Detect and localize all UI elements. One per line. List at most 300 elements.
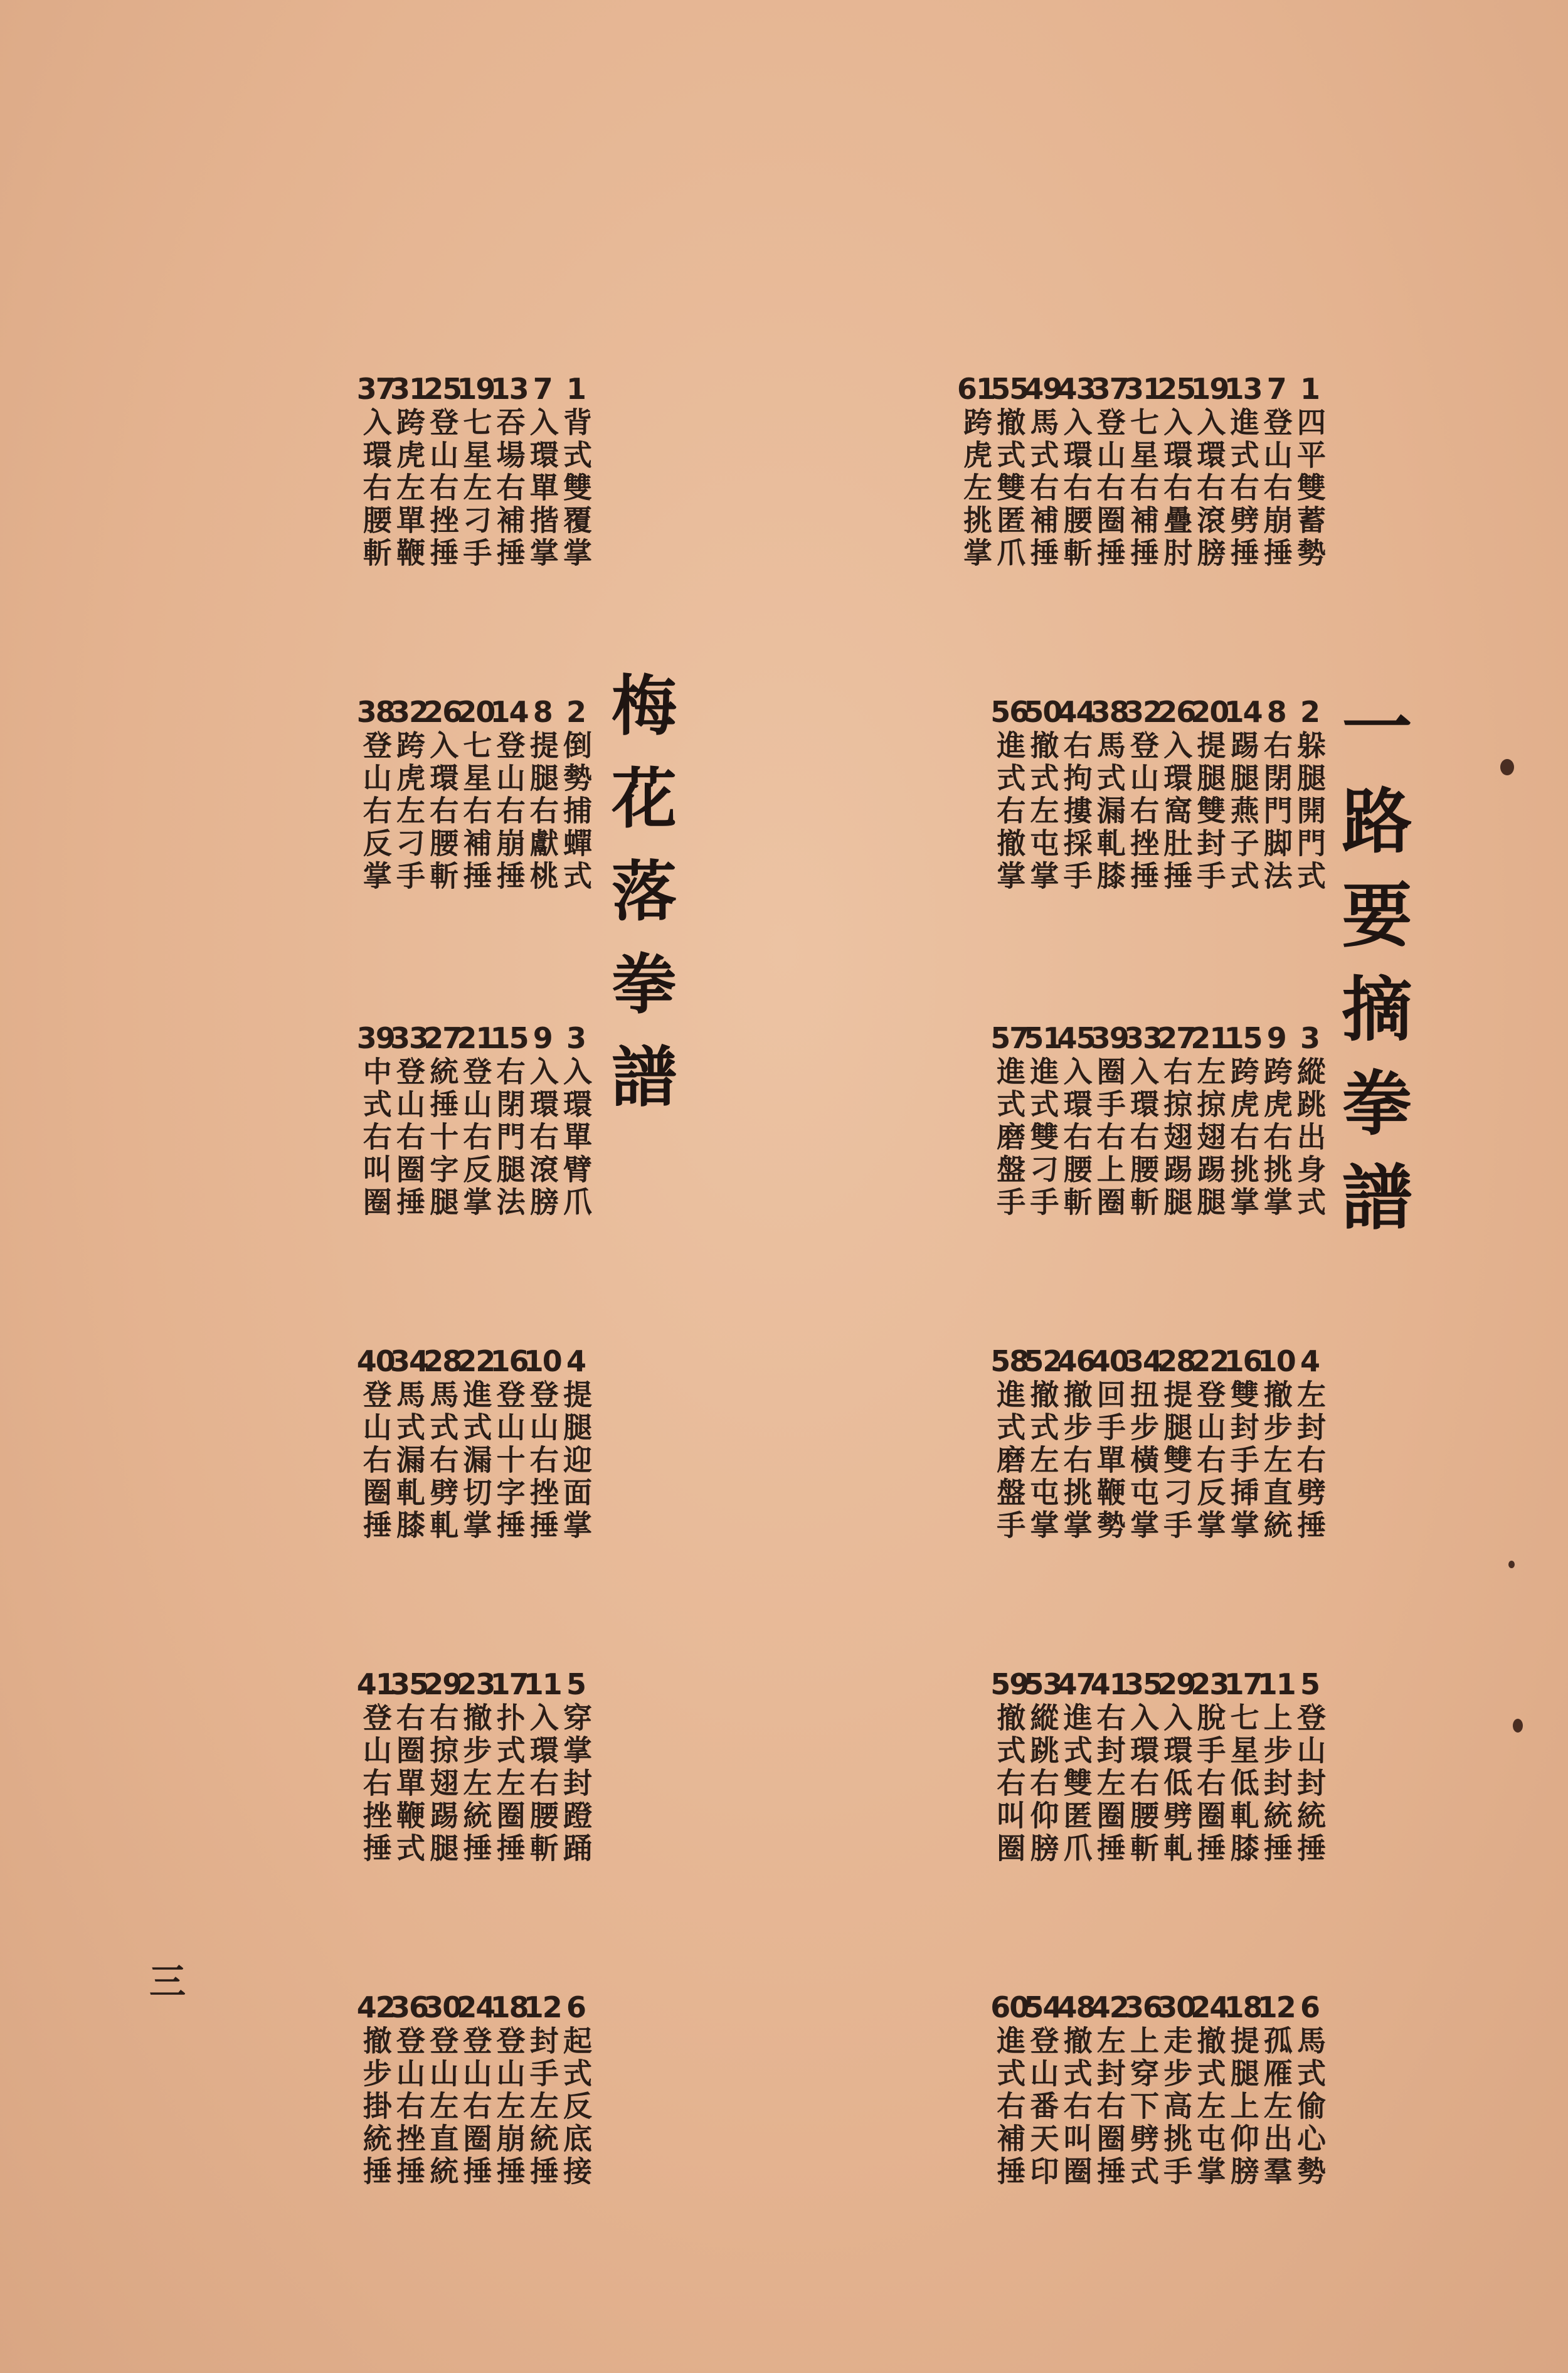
- technique-entry: [425, 1669, 460, 1866]
- technique-entry: [1192, 373, 1227, 570]
- technique-name: 進式漏切掌: [458, 1379, 493, 1542]
- technique-entry: [1092, 373, 1127, 570]
- technique-number: 10: [1257, 1344, 1295, 1378]
- technique-name: 左封右劈捶: [1293, 1379, 1327, 1542]
- technique-number: 6: [1300, 1990, 1319, 2024]
- technique-number: 12: [1257, 1990, 1295, 2024]
- technique-entry: [1158, 373, 1194, 570]
- technique-number: 25: [1157, 372, 1195, 406]
- technique-name: 上步封統捶: [1259, 1702, 1293, 1866]
- technique-name: 倒勢捕蟬式: [559, 730, 593, 893]
- technique-entry: [1158, 696, 1194, 893]
- technique-name: 七星右補捶: [1126, 407, 1160, 570]
- technique-number: 60: [990, 1990, 1029, 2024]
- technique-number: 8: [1266, 695, 1286, 729]
- technique-name: 七星右補捶: [458, 730, 493, 893]
- technique-number: 28: [423, 1344, 462, 1378]
- technique-name: 撤式左屯掌: [1025, 1379, 1060, 1542]
- technique-name: 脫手右圈捶: [1192, 1702, 1227, 1866]
- technique-number: 34: [1124, 1344, 1162, 1378]
- technique-number: 8: [532, 695, 552, 729]
- technique-number: 35: [1124, 1667, 1162, 1701]
- technique-entry: [1292, 1346, 1327, 1542]
- technique-name: 登山右圈捶: [358, 1379, 393, 1542]
- technique-entry: [1292, 1992, 1327, 2189]
- technique-number: 56: [990, 695, 1029, 729]
- technique-entry: [1059, 1346, 1094, 1542]
- technique-number: 23: [1190, 1667, 1229, 1701]
- technique-name: 提腿右獻桃: [525, 730, 559, 893]
- technique-name: 入環右腰斬: [358, 407, 393, 570]
- technique-entry: [1125, 373, 1160, 570]
- technique-number: 55: [990, 372, 1029, 406]
- technique-number: 19: [1190, 372, 1229, 406]
- technique-number: 27: [1157, 1021, 1195, 1055]
- technique-name: 入環窩肚捶: [1159, 730, 1194, 893]
- technique-entry: [1259, 373, 1294, 570]
- technique-number: 21: [457, 1021, 495, 1055]
- technique-number: 34: [390, 1344, 428, 1378]
- technique-entry: [558, 373, 593, 570]
- technique-entry: [1059, 1022, 1094, 1219]
- technique-number: 12: [523, 1990, 561, 2024]
- technique-number: 2: [1300, 695, 1319, 729]
- technique-name: 跨虎左單鞭: [392, 407, 426, 570]
- technique-entry: [425, 1022, 460, 1219]
- technique-entry: [458, 1022, 493, 1219]
- technique-entry: [492, 1022, 527, 1219]
- technique-entry: [458, 696, 493, 893]
- technique-entry: [1259, 1346, 1294, 1542]
- technique-entry: [1125, 1022, 1160, 1219]
- technique-name: 右拘摟採手: [1059, 730, 1093, 893]
- technique-name: 入環右滾膀: [1192, 407, 1227, 570]
- technique-entry: [1292, 1669, 1327, 1866]
- technique-entry: [391, 696, 426, 893]
- technique-entry: [525, 1992, 560, 2189]
- technique-entry: [1292, 1022, 1327, 1219]
- technique-entry: [492, 1992, 527, 2189]
- technique-entry: [1226, 696, 1261, 893]
- technique-name: 跨虎左刁手: [392, 730, 426, 893]
- technique-name: 登山右挫捶: [392, 2025, 426, 2189]
- technique-name: 跨虎右挑掌: [1259, 1056, 1293, 1219]
- technique-number: 19: [457, 372, 495, 406]
- technique-name: 入環右腰斬: [1059, 407, 1093, 570]
- technique-name: 撤式左屯掌: [1192, 2025, 1227, 2189]
- technique-entry: [358, 1346, 393, 1542]
- technique-number: 22: [1190, 1344, 1229, 1378]
- paper-spot: [1500, 759, 1514, 775]
- technique-number: 42: [1090, 1990, 1128, 2024]
- technique-entry: [558, 1022, 593, 1219]
- technique-entry: [1226, 1346, 1261, 1542]
- technique-number: 47: [1057, 1667, 1095, 1701]
- technique-entry: [1259, 696, 1294, 893]
- technique-entry: [1158, 1346, 1194, 1542]
- technique-name: 登山右挫捶: [525, 1379, 559, 1542]
- technique-number: 45: [1057, 1021, 1095, 1055]
- technique-name: 撤式右叫圈: [1059, 2025, 1093, 2189]
- technique-entry: [458, 373, 493, 570]
- technique-number: 38: [356, 695, 395, 729]
- technique-number: 49: [1024, 372, 1062, 406]
- technique-name: 走步高挑手: [1159, 2025, 1194, 2189]
- technique-name: 登山右圈捶: [1092, 407, 1126, 570]
- paper-spot: [1513, 1719, 1523, 1733]
- technique-name: 右掠翅踢腿: [1159, 1056, 1194, 1219]
- technique-number: 9: [1266, 1021, 1286, 1055]
- technique-name: 躲腿開門式: [1293, 730, 1327, 893]
- technique-name: 登山右挫捶: [425, 407, 460, 570]
- technique-name: 提腿上仰膀: [1226, 2025, 1260, 2189]
- technique-entry: [1059, 1669, 1094, 1866]
- technique-number: 4: [1300, 1344, 1319, 1378]
- technique-entry: [492, 1346, 527, 1542]
- technique-name: 進式雙刁手: [1025, 1056, 1060, 1219]
- technique-entry: [1192, 696, 1227, 893]
- technique-number: 61: [957, 372, 995, 406]
- technique-name: 進式磨盤手: [992, 1056, 1027, 1219]
- technique-entry: [1158, 1022, 1194, 1219]
- technique-name: 馬式漏軋膝: [1092, 730, 1126, 893]
- technique-number: 31: [390, 372, 428, 406]
- technique-number: 30: [1157, 1990, 1195, 2024]
- technique-entry: [358, 1992, 393, 2189]
- technique-name: 扭步橫屯掌: [1126, 1379, 1160, 1542]
- technique-entry: [1092, 1022, 1127, 1219]
- technique-entry: [992, 1346, 1027, 1542]
- technique-name: 登山右挫捶: [1126, 730, 1160, 893]
- technique-number: 16: [1224, 1344, 1262, 1378]
- technique-name: 撤步右挑掌: [1059, 1379, 1093, 1542]
- technique-name: 右圈單鞭式: [392, 1702, 426, 1866]
- technique-name: 四平雙蓄勢: [1293, 407, 1327, 570]
- technique-number: 14: [490, 695, 528, 729]
- technique-number: 50: [1024, 695, 1062, 729]
- technique-number: 11: [1257, 1667, 1295, 1701]
- technique-number: 57: [990, 1021, 1029, 1055]
- technique-name: 進式磨盤手: [992, 1379, 1027, 1542]
- technique-name: 入環單臂爪: [559, 1056, 593, 1219]
- technique-name: 撤式雙匿爪: [992, 407, 1027, 570]
- technique-entry: [458, 1992, 493, 2189]
- technique-entry: [558, 1992, 593, 2189]
- technique-name: 登山右圈捶: [392, 1056, 426, 1219]
- technique-entry: [492, 373, 527, 570]
- technique-name: 入環單揩掌: [525, 407, 559, 570]
- technique-entry: [525, 373, 560, 570]
- technique-entry: [1192, 1669, 1227, 1866]
- technique-name: 撤步掛統捶: [358, 2025, 393, 2189]
- technique-number: 14: [1224, 695, 1262, 729]
- technique-entry: [1059, 373, 1094, 570]
- technique-entry: [1125, 1346, 1160, 1542]
- technique-name: 入環低劈軋: [1159, 1702, 1194, 1866]
- technique-name: 進式右劈捶: [1226, 407, 1260, 570]
- technique-name: 登山右反掌: [358, 730, 393, 893]
- technique-name: 右閉門脚法: [1259, 730, 1293, 893]
- technique-number: 16: [490, 1344, 528, 1378]
- technique-entry: [358, 1022, 393, 1219]
- technique-entry: [1226, 1022, 1261, 1219]
- technique-entry: [1158, 1992, 1194, 2189]
- technique-name: 吞場右補捶: [492, 407, 526, 570]
- technique-name: 背式雙覆掌: [559, 407, 593, 570]
- technique-name: 踢腿燕子式: [1226, 730, 1260, 893]
- technique-entry: [558, 1669, 593, 1866]
- technique-number: 37: [1090, 372, 1128, 406]
- technique-number: 39: [1090, 1021, 1128, 1055]
- technique-name: 入環右腰斬: [1059, 1056, 1093, 1219]
- technique-entry: [425, 696, 460, 893]
- technique-entry: [992, 1022, 1027, 1219]
- technique-entry: [391, 1669, 426, 1866]
- technique-entry: [1125, 696, 1160, 893]
- technique-name: 上穿下劈式: [1126, 2025, 1160, 2189]
- technique-number: 24: [1190, 1990, 1229, 2024]
- technique-entry: [425, 373, 460, 570]
- technique-entry: [1025, 1669, 1060, 1866]
- technique-entry: [1092, 1346, 1127, 1542]
- technique-entry: [1226, 1992, 1261, 2189]
- technique-name: 回手單鞭勢: [1092, 1379, 1126, 1542]
- technique-entry: [1158, 1669, 1194, 1866]
- technique-name: 馬式右劈軋: [425, 1379, 460, 1542]
- technique-entry: [1025, 373, 1060, 570]
- technique-entry: [992, 1992, 1027, 2189]
- technique-name: 入環右腰斬: [1126, 1702, 1160, 1866]
- technique-name: 提腿雙刁手: [1159, 1379, 1194, 1542]
- technique-name: 登山右挫捶: [358, 1702, 393, 1866]
- technique-number: 59: [990, 1667, 1029, 1701]
- technique-name: 提腿迎面掌: [559, 1379, 593, 1542]
- technique-number: 32: [390, 695, 428, 729]
- paper-spot: [1508, 1561, 1515, 1568]
- technique-name: 登山封統捶: [1293, 1702, 1327, 1866]
- technique-entry: [358, 373, 393, 570]
- technique-number: 31: [1124, 372, 1162, 406]
- technique-entry: [525, 1022, 560, 1219]
- technique-number: 54: [1024, 1990, 1062, 2024]
- technique-entry: [358, 696, 393, 893]
- technique-name: 左掠翅踢腿: [1192, 1056, 1227, 1219]
- technique-number: 32: [1124, 695, 1162, 729]
- technique-name: 撤步左直統: [1259, 1379, 1293, 1542]
- technique-name: 右掠翅踢腿: [425, 1702, 460, 1866]
- technique-number: 36: [390, 1990, 428, 2024]
- technique-name: 跨虎左挑掌: [959, 407, 993, 570]
- technique-name: 起式反底接: [559, 2025, 593, 2189]
- technique-number: 7: [532, 372, 552, 406]
- technique-entry: [1025, 1022, 1060, 1219]
- technique-number: 22: [457, 1344, 495, 1378]
- technique-number: 35: [390, 1667, 428, 1701]
- technique-entry: [1059, 696, 1094, 893]
- page-number: 三: [143, 1962, 186, 1999]
- technique-number: 28: [1157, 1344, 1195, 1378]
- technique-entry: [458, 1669, 493, 1866]
- technique-name: 統捶十字腿: [425, 1056, 460, 1219]
- technique-number: 33: [390, 1021, 428, 1055]
- technique-name: 入環右疊肘: [1159, 407, 1194, 570]
- technique-number: 37: [356, 372, 395, 406]
- technique-entry: [1025, 1992, 1060, 2189]
- technique-number: 2: [566, 695, 585, 729]
- technique-name: 左封右圈捶: [1092, 2025, 1126, 2189]
- technique-number: 27: [423, 1021, 462, 1055]
- technique-entry: [1092, 1669, 1127, 1866]
- technique-entry: [992, 1669, 1027, 1866]
- technique-entry: [525, 696, 560, 893]
- technique-number: 40: [1090, 1344, 1128, 1378]
- technique-name: 登山十字捶: [492, 1379, 526, 1542]
- technique-name: 提腿雙封手: [1192, 730, 1227, 893]
- technique-number: 36: [1124, 1990, 1162, 2024]
- technique-name: 登山右崩捶: [1259, 407, 1293, 570]
- technique-entry: [525, 1669, 560, 1866]
- technique-entry: [1259, 1992, 1294, 2189]
- technique-entry: [1226, 1669, 1261, 1866]
- technique-entry: [958, 373, 993, 570]
- technique-number: 29: [1157, 1667, 1195, 1701]
- technique-entry: [558, 696, 593, 893]
- technique-name: 入環右滾膀: [525, 1056, 559, 1219]
- technique-name: 馬式漏軋膝: [392, 1379, 426, 1542]
- technique-number: 5: [1300, 1667, 1319, 1701]
- technique-entry: [1226, 373, 1261, 570]
- technique-number: 42: [356, 1990, 395, 2024]
- technique-number: 23: [457, 1667, 495, 1701]
- technique-entry: [558, 1346, 593, 1542]
- technique-name: 扑式左圈捶: [492, 1702, 526, 1866]
- technique-name: 馬式偷心勢: [1293, 2025, 1327, 2189]
- technique-number: 1: [566, 372, 585, 406]
- technique-entry: [1259, 1022, 1294, 1219]
- technique-number: 4: [566, 1344, 585, 1378]
- technique-entry: [525, 1346, 560, 1542]
- technique-name: 登山右圈捶: [458, 2025, 493, 2189]
- technique-name: 雙封手揷掌: [1226, 1379, 1260, 1542]
- technique-number: 10: [523, 1344, 561, 1378]
- technique-name: 縱跳出身式: [1293, 1056, 1327, 1219]
- technique-number: 30: [423, 1990, 462, 2024]
- technique-name: 七星低軋膝: [1226, 1702, 1260, 1866]
- technique-number: 18: [1224, 1990, 1262, 2024]
- technique-number: 58: [990, 1344, 1029, 1378]
- technique-name: 孤雁左出羣: [1259, 2025, 1293, 2189]
- technique-name: 進式右補捶: [992, 2025, 1027, 2189]
- technique-number: 48: [1057, 1990, 1095, 2024]
- technique-number: 11: [523, 1667, 561, 1701]
- technique-name: 登山右反掌: [458, 1056, 493, 1219]
- technique-number: 26: [423, 695, 462, 729]
- technique-entry: [492, 696, 527, 893]
- right-section-title: 一路要摘拳譜: [1330, 690, 1412, 1255]
- technique-number: 29: [423, 1667, 462, 1701]
- technique-number: 17: [490, 1667, 528, 1701]
- technique-number: 20: [457, 695, 495, 729]
- technique-entry: [1059, 1992, 1094, 2189]
- technique-entry: [992, 373, 1027, 570]
- technique-number: 15: [1224, 1021, 1262, 1055]
- technique-name: 撤步左統捶: [458, 1702, 493, 1866]
- technique-number: 44: [1057, 695, 1095, 729]
- technique-entry: [391, 373, 426, 570]
- technique-entry: [1125, 1669, 1160, 1866]
- technique-entry: [1292, 373, 1327, 570]
- technique-name: 右封左圈捶: [1092, 1702, 1126, 1866]
- technique-number: 25: [423, 372, 462, 406]
- technique-entry: [425, 1992, 460, 2189]
- technique-number: 9: [532, 1021, 552, 1055]
- technique-name: 登山右崩捶: [492, 730, 526, 893]
- technique-name: 進式雙匿爪: [1059, 1702, 1093, 1866]
- technique-number: 20: [1190, 695, 1229, 729]
- technique-number: 21: [1190, 1021, 1229, 1055]
- technique-name: 登山左直統: [425, 2025, 460, 2189]
- technique-number: 41: [356, 1667, 395, 1701]
- technique-entry: [391, 1346, 426, 1542]
- technique-entry: [391, 1022, 426, 1219]
- technique-name: 登山左崩捶: [492, 2025, 526, 2189]
- technique-name: 馬式右補捶: [1025, 407, 1060, 570]
- technique-name: 穿掌封蹬踊: [559, 1702, 593, 1866]
- technique-number: 15: [490, 1021, 528, 1055]
- technique-name: 圈手右上圈: [1092, 1056, 1126, 1219]
- technique-entry: [1192, 1346, 1227, 1542]
- technique-entry: [1259, 1669, 1294, 1866]
- technique-entry: [1192, 1022, 1227, 1219]
- technique-number: 5: [566, 1667, 585, 1701]
- technique-number: 51: [1024, 1021, 1062, 1055]
- technique-number: 53: [1024, 1667, 1062, 1701]
- technique-number: 3: [1300, 1021, 1319, 1055]
- technique-entry: [1192, 1992, 1227, 2189]
- technique-name: 撤式右叫圈: [992, 1702, 1027, 1866]
- technique-number: 41: [1090, 1667, 1128, 1701]
- technique-number: 7: [1266, 372, 1286, 406]
- technique-entry: [425, 1346, 460, 1542]
- technique-entry: [1292, 696, 1327, 893]
- technique-name: 入環右腰斬: [1126, 1056, 1160, 1219]
- technique-entry: [1092, 696, 1127, 893]
- technique-entry: [1025, 696, 1060, 893]
- technique-name: 縱跳右仰膀: [1025, 1702, 1060, 1866]
- technique-number: 18: [490, 1990, 528, 2024]
- technique-name: 登山番天印: [1025, 2025, 1060, 2189]
- technique-number: 46: [1057, 1344, 1095, 1378]
- technique-number: 39: [356, 1021, 395, 1055]
- technique-entry: [992, 696, 1027, 893]
- technique-name: 右閉門腿法: [492, 1056, 526, 1219]
- technique-entry: [492, 1669, 527, 1866]
- technique-entry: [1025, 1346, 1060, 1542]
- technique-number: 52: [1024, 1344, 1062, 1378]
- technique-entry: [358, 1669, 393, 1866]
- technique-name: 入環右腰斬: [425, 730, 460, 893]
- technique-entry: [458, 1346, 493, 1542]
- technique-name: 七星左刁手: [458, 407, 493, 570]
- technique-number: 38: [1090, 695, 1128, 729]
- technique-name: 進式右撤掌: [992, 730, 1027, 893]
- technique-number: 1: [1300, 372, 1319, 406]
- technique-number: 3: [566, 1021, 585, 1055]
- technique-name: 跨虎右挑掌: [1226, 1056, 1260, 1219]
- technique-number: 40: [356, 1344, 395, 1378]
- technique-name: 登山右反掌: [1192, 1379, 1227, 1542]
- technique-number: 33: [1124, 1021, 1162, 1055]
